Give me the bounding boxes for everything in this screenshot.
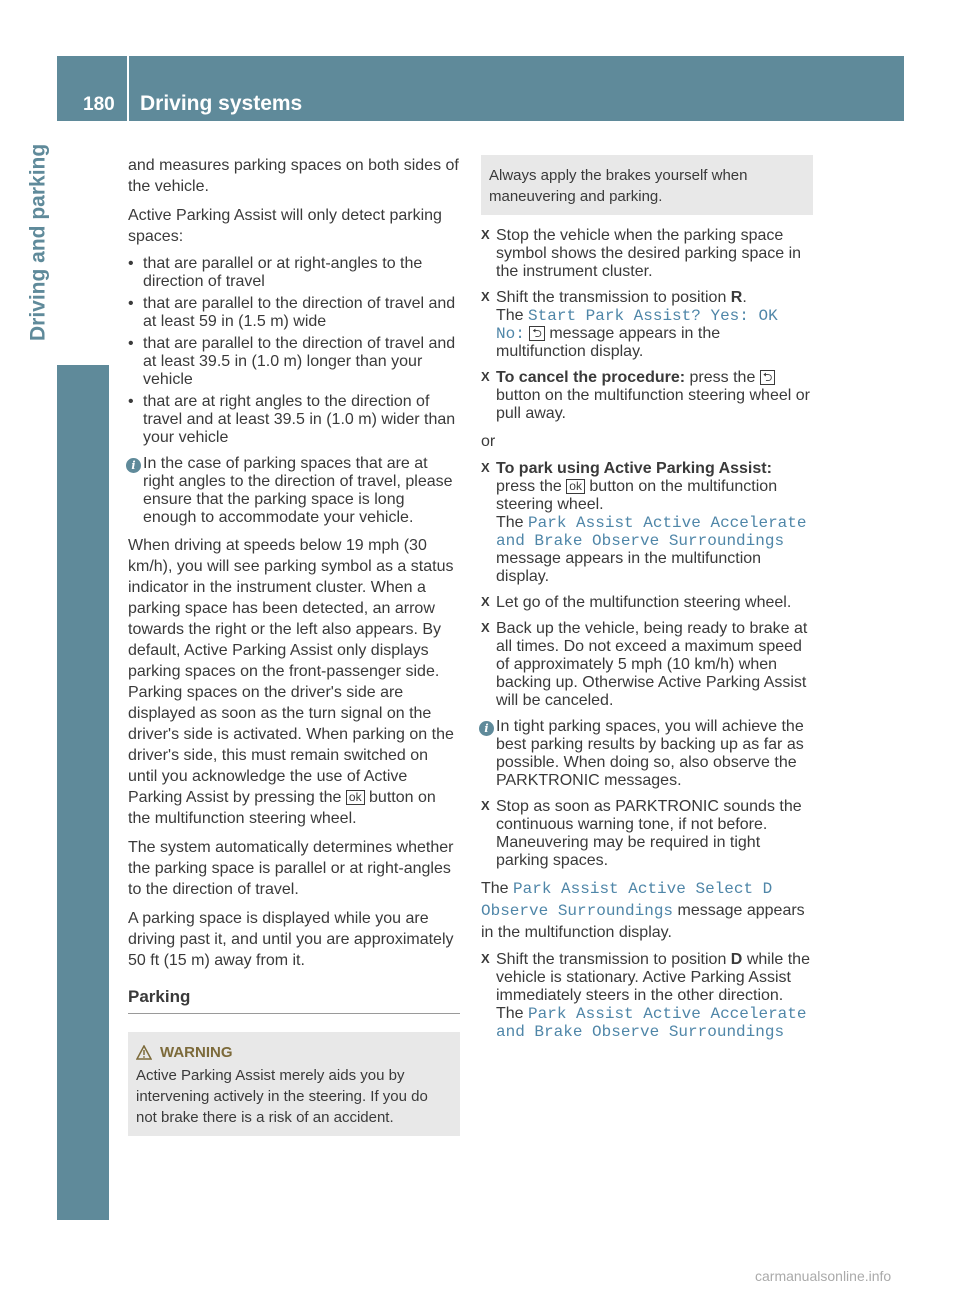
back-key-icon: ⮌ — [760, 370, 776, 385]
right-column — [481, 155, 813, 1049]
step-text: Back up the vehicle, being ready to brake at all times. Do not exceed a maximum speed of approximately 5 mph (10 km/h) when backing up. Otherwise Active Parking Assist will be canceled. — [496, 620, 808, 709]
paragraph-text: When driving at speeds below 19 mph (30 km/h), you will see parking symbol as a status indicator in the instrument cluster. When a parking space has been detected, an arrow towards the right or the left also appears. By default, Active Parking Assist only displays parking spaces on the front-passenger side. Parking spaces on the driver's side are displayed as soon as the turn signal on the driver's side is activated. When parking on the driver's side, this must remain switched on until you acknowledge the use of Active Parking Assist by pressing the — [128, 537, 454, 806]
paragraph: and measures parking spaces on both sides of the vehicle. — [128, 157, 459, 195]
step-text: Stop the vehicle when the parking space symbol shows the desired parking space in the instrument cluster. — [496, 227, 802, 280]
step-text: Let go of the multifunction steering wheel. — [496, 594, 792, 611]
paragraph: Active Parking Assist will only detect parking spaces: — [128, 207, 442, 245]
bullet-item — [128, 335, 460, 389]
display-message: Park Assist Active Accelerate and Brake Observe Surroundings — [496, 1005, 807, 1041]
paragraph-text: button on the multifunction steering wheel. — [128, 789, 436, 827]
section-title: Driving systems — [140, 92, 303, 115]
bullet-item — [128, 255, 460, 291]
bullet-item — [128, 295, 460, 331]
paragraph-text: The — [481, 880, 509, 897]
bullet-dot: • — [128, 255, 134, 272]
back-key-icon: ⮌ — [529, 326, 545, 341]
step-item — [481, 798, 813, 870]
bullet-dot: • — [128, 295, 134, 312]
warning-header — [136, 1042, 452, 1063]
warning-box — [128, 1032, 460, 1136]
step-arrow-icon: X — [481, 620, 490, 635]
step-item — [481, 594, 813, 612]
info-note — [128, 455, 460, 527]
bullet-dot: • — [128, 393, 134, 410]
step-item: X Shift the transmission to position R. The Start Park Assist? Yes: OK No: ⮌ message appears in the multifunction display. — [481, 289, 778, 360]
step-bold: To cancel the procedure: — [496, 369, 686, 386]
step-arrow-icon: X — [481, 594, 490, 609]
display-message: Park Assist Active Accelerate and Brake Observe Surroundings — [496, 514, 807, 550]
bullet-text: that are parallel or at right-angles to the direction of travel — [143, 255, 423, 290]
display-message: Start Park Assist? Yes: OK No: — [496, 307, 778, 343]
warning-icon — [136, 1045, 152, 1060]
bullet-text: that are at right angles to the direction of travel and at least 39.5 in (1.0 m) wider than your vehicle — [143, 393, 456, 446]
display-message: Park Assist Active Select D Observe Surroundings — [481, 880, 773, 920]
gear-position: R — [730, 289, 743, 306]
step-text: Shift the transmission to position — [496, 951, 727, 968]
bullet-dot: • — [128, 335, 134, 352]
step-arrow-icon: X — [481, 289, 490, 304]
gear-position: D — [730, 951, 743, 968]
ok-key-icon: ok — [566, 479, 585, 494]
info-icon: i — [479, 721, 494, 736]
step-item — [481, 460, 813, 586]
step-bold: To park using Active Parking Assist: — [496, 460, 772, 477]
info-icon: i — [126, 458, 141, 473]
step-text: Shift the transmission to position — [496, 289, 727, 306]
page-number: 180 — [83, 94, 115, 115]
left-column — [128, 155, 460, 1136]
paragraph: A parking space is displayed while you are driving past it, and until you are approximately 50 ft (15 m) away from it. — [128, 910, 454, 969]
step-arrow-icon: X — [481, 227, 490, 242]
ok-key-icon: ok — [346, 790, 365, 805]
warning-text: Active Parking Assist merely aids you by intervening actively in the steering. If you do not brake there is a risk of an accident. — [136, 1067, 428, 1126]
paragraph: The system automatically determines whether the parking space is parallel or at right-angles to the direction of travel. — [128, 839, 454, 898]
side-tab-label: Driving and parking — [26, 143, 50, 341]
bullet-item — [128, 393, 460, 447]
info-text: In the case of parking spaces that are at right angles to the direction of travel, please ensure that the parking space is long enough to accommodate your vehicle. — [143, 455, 453, 526]
paragraph-text: message appears in the multifunction display. — [481, 902, 805, 941]
step-arrow-icon: X — [481, 798, 490, 813]
step-arrow-icon: X — [481, 951, 490, 966]
step-text: message appears in the multifunction display. — [496, 325, 721, 360]
step-text: button on the multifunction steering wheel or pull away. — [496, 387, 810, 422]
warning-title: WARNING — [160, 1044, 233, 1061]
step-text: press the — [496, 478, 562, 495]
watermark: carmanualsonline.info — [755, 1268, 892, 1284]
section-heading: Parking — [128, 987, 460, 1014]
info-text: In tight parking spaces, you will achieve the best parking results by backing up as far as possible. When doing so, also observe the PARKTRONIC messages. — [496, 718, 804, 789]
step-item — [481, 951, 813, 1041]
step-text: message appears in the multifunction display. — [496, 550, 762, 585]
step-text: button on the multifunction steering wheel. — [496, 478, 778, 513]
or-text: or — [481, 433, 496, 450]
bullet-text: that are parallel to the direction of travel and at least 39.5 in (1.0 m) longer than your vehicle — [143, 335, 456, 388]
info-note — [481, 718, 813, 790]
paragraph — [128, 535, 460, 829]
paragraph — [481, 878, 813, 943]
step-item — [481, 620, 813, 710]
side-block — [57, 365, 109, 1220]
header-divider — [127, 56, 129, 121]
step-text: The — [496, 307, 524, 324]
step-text: The — [496, 514, 524, 531]
step-text: while the vehicle is stationary. Active Parking Assist immediately steers in the other direction. — [496, 951, 810, 1004]
step-text: press the — [689, 369, 756, 386]
step-arrow-icon: X — [481, 460, 490, 475]
step-item — [481, 227, 813, 281]
bullet-text: that are parallel to the direction of travel and at least 59 in (1.5 m) wide — [143, 295, 456, 330]
step-arrow-icon: X — [481, 369, 490, 384]
step-text: Stop as soon as PARKTRONIC sounds the continuous warning tone, if not before. Maneuvering may be required in tight parking spaces. — [496, 798, 802, 869]
step-item — [481, 369, 813, 423]
note-box: Always apply the brakes yourself when maneuvering and parking. — [481, 155, 813, 215]
step-text: The — [496, 1005, 524, 1022]
